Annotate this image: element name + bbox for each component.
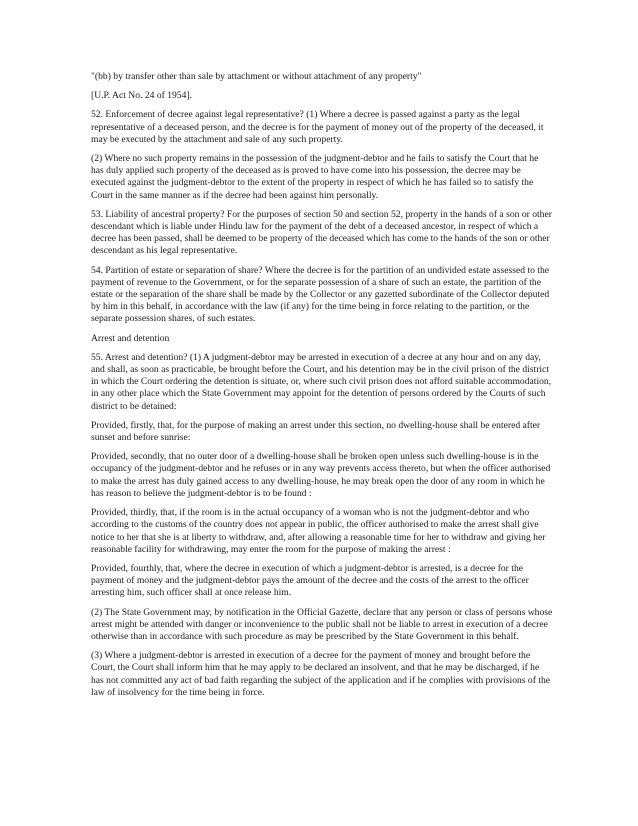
heading-arrest-and-detention: Arrest and detention (91, 332, 170, 344)
paragraph-section-53: 53. Liability of ancestral property? For the purposes of section 50 and section 52, property in the hands of a son or other descendant which is liable under Hindu law for the payment of the debt of a deceased ancestor, in respect of which a decree has been passed, shall be deemed to be property of the deceased which has come to the hands of the son or other descendant as his legal representative. (91, 208, 552, 257)
paragraph-proviso-second: Provided, secondly, that no outer door of a dwelling-house shall be broken open unless such dwelling-house is in the occupancy of the judgment-debtor and he refuses or in any way prevents access thereto, but when the officer authorised to make the arrest has duly gained access to any dwelling-house, he may break open the door of any room in which he has reason to believe the judgment-debtor is to be found : (91, 451, 551, 499)
paragraph-section-54: 54. Partition of estate or separation of share? Where the decree is for the partition of an undivided estate assessed to the payment of revenue to the Government, or for the separate possession of a share of such an estate, the partition of the estate or the separation of the share shall be made by the Collector or any gazetted subordinate of the Collector deputed by him in this behalf, in accordance with the law (if any) for the time being in force relating to the partition, or the separate possession shares, of such estates. (91, 264, 550, 325)
paragraph-quoted-clause: "(bb) by transfer other than sale by attachment or without attachment of any property" (91, 71, 422, 82)
paragraph-section-55-1: 55. Arrest and detention? (1) A judgment-debtor may be arrested in execution of a decree at any hour and on any day, and shall, as soon as practicable, be brought before the Court, and his detention may be in the civil prison of the district in which the Court ordering the detention is situate, or, where such civil prison does not afford suitable accommodation, in any other place which the State Government may appoint for the detention of persons ordered by the Courts of such district to be detained: (91, 351, 552, 412)
paragraph-section-55-3: (3) Where a judgment-debtor is arrested in execution of a decree for the payment of money and brought before the Court, the Court shall inform him that he may apply to be declared an insolvent, and that he may be discharged, if he has not committed any act of bad faith regarding the subject of the application and if he complies with provisions of the law of insolvency for the time being in force. (91, 650, 551, 698)
paragraph-proviso-third: Provided, thirdly, that, if the room is in the actual occupancy of a woman who is not the judgment-debtor and who according to the customs of the country does not appear in public, the officer authorised to make the arrest shall give notice to her that she is at liberty to withdraw, and, after allowing a reasonable time for her to withdraw and giving her reasonable facility for withdrawing, may enter the room for the purpose of making the arrest : (91, 507, 546, 555)
paragraph-act-reference: [U.P. Act No. 24 of 1954]. (91, 90, 192, 102)
paragraph-proviso-fourth: Provided, fourthly, that, where the decree in execution of which a judgment-debtor is arrested, is a decree for the payment of money and the judgment-debtor pays the amount of the decree and the costs of the arrest to the officer arresting him, such officer shall at once release him. (91, 562, 529, 599)
paragraph-section-52-1: 52. Enforcement of decree against legal representative? (1) Where a decree is passed against a party as the legal representative of a deceased person, and the decree is for the payment of money out of the property of the deceased, it may be executed by the attachment and sale of any such property. (91, 109, 544, 145)
paragraph-proviso-first: Provided, firstly, that, for the purpose of making an arrest under this section, no dwelling-house shall be entered after sunset and before sunrise: (91, 419, 541, 444)
paragraph-section-52-2: (2) Where no such property remains in the possession of the judgment-debtor and he fails to satisfy the Court that he has duly applied such property of the deceased as is proved to have come into his possession, the decree may be executed against the judgment-debtor to the extent of the property in respect of which he has failed so to satisfy the Court in the same manner as if the decree had been against him personally. (91, 153, 539, 201)
document-body (91, 71, 553, 706)
paragraph-section-55-2: (2) The State Government may, by notification in the Official Gazette, declare that any person or class of persons whose arrest might be attended with danger or inconvenience to the public shall not be liable to arrest in execution of a decree otherwise than in accordance with such procedure as may be prescribed by the State Government in this behalf. (91, 606, 553, 642)
